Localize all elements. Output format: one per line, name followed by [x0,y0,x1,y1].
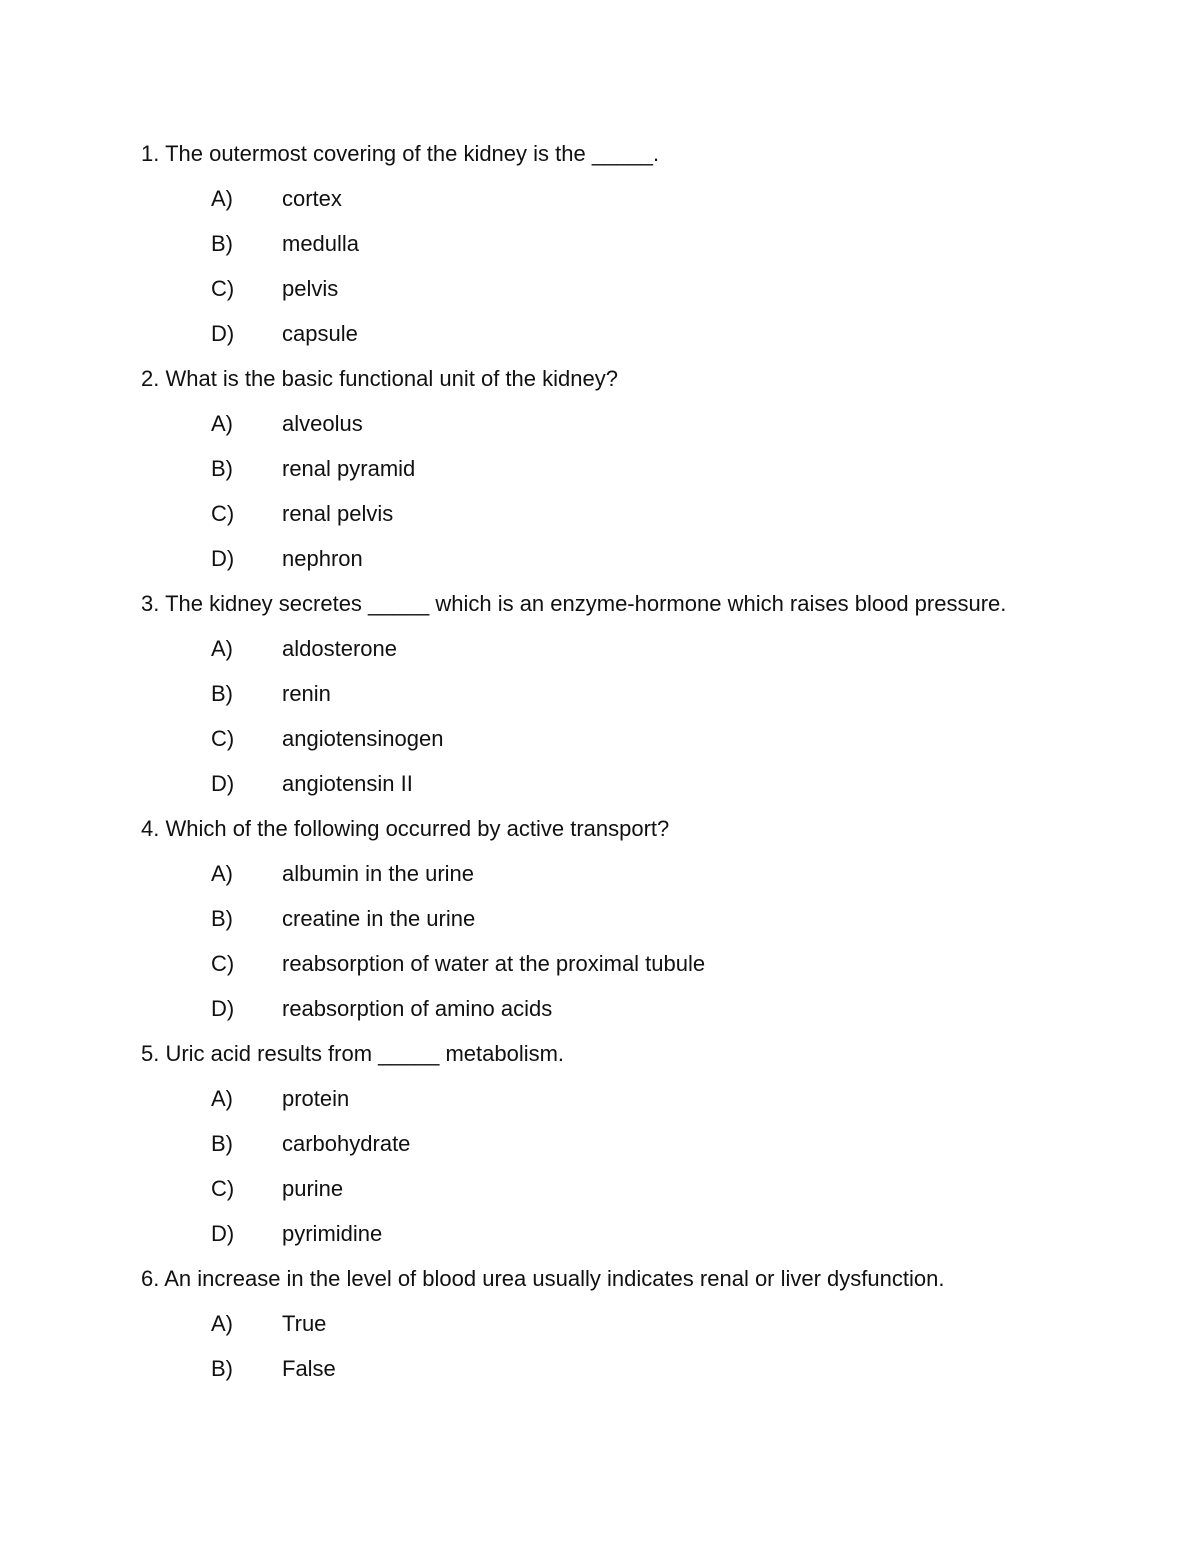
choice-text: pyrimidine [282,1221,383,1246]
choice-d [141,320,1061,348]
choice-a [141,860,1061,888]
choice-text: pelvis [282,276,339,301]
question-3 [141,590,1061,798]
choice-a [141,185,1061,213]
choice-letter: A) [211,411,233,436]
choice-text: albumin in the urine [282,861,475,886]
choice-d [141,995,1061,1023]
question-text: 4. Which of the following occurred by active transport? [141,816,670,841]
choice-text: purine [282,1176,344,1201]
choice-letter: C) [211,276,235,301]
question-2 [141,365,1061,573]
choice-text: angiotensinogen [282,726,444,751]
choice-text: True [282,1311,327,1336]
choice-letter: C) [211,951,235,976]
question-6 [141,1265,1061,1383]
choice-d [141,545,1061,573]
choice-text: reabsorption of water at the proximal tubule [282,951,706,976]
choice-letter: B) [211,906,233,931]
choice-letter: D) [211,321,235,346]
choice-b [141,1130,1061,1158]
choice-text: alveolus [282,411,363,436]
choice-text: renal pyramid [282,456,416,481]
choice-text: nephron [282,546,363,571]
question-text: 2. What is the basic functional unit of the kidney? [141,366,618,391]
choice-letter: A) [211,861,233,886]
choice-letter: C) [211,501,235,526]
choice-text: carbohydrate [282,1131,411,1156]
choice-text: creatine in the urine [282,906,476,931]
question-1 [141,140,1061,348]
choice-c [141,950,1061,978]
question-list [141,140,1061,1400]
choice-b [141,905,1061,933]
choice-b [141,230,1061,258]
question-4 [141,815,1061,1023]
choice-a [141,1310,1061,1338]
choice-letter: D) [211,1221,235,1246]
choice-text: reabsorption of amino acids [282,996,553,1021]
choice-text: protein [282,1086,350,1111]
choice-letter: A) [211,636,233,661]
choice-b [141,455,1061,483]
choice-letter: B) [211,231,233,256]
choice-text: angiotensin II [282,771,413,796]
choice-text: capsule [282,321,358,346]
choice-letter: A) [211,186,233,211]
choice-a [141,410,1061,438]
choice-letter: C) [211,1176,235,1201]
choice-text: aldosterone [282,636,397,661]
choice-text: renin [282,681,331,706]
choice-letter: B) [211,1131,233,1156]
choice-letter: A) [211,1086,233,1111]
choice-c [141,725,1061,753]
choice-text: False [282,1356,336,1381]
choice-letter: C) [211,726,235,751]
choice-letter: B) [211,456,233,481]
choice-letter: D) [211,771,235,796]
choice-b [141,1355,1061,1383]
choice-text: cortex [282,186,342,211]
choice-d [141,1220,1061,1248]
choice-a [141,1085,1061,1113]
choice-c [141,275,1061,303]
choice-a [141,635,1061,663]
choice-text: renal pelvis [282,501,394,526]
choice-letter: D) [211,546,235,571]
choice-text: medulla [282,231,360,256]
choice-c [141,500,1061,528]
question-text: 1. The outermost covering of the kidney is the _____. [141,141,660,166]
choice-c [141,1175,1061,1203]
choice-letter: A) [211,1311,233,1336]
question-text: 3. The kidney secretes _____ which is an enzyme-hormone which raises blood pressure. [141,591,1007,616]
choice-letter: D) [211,996,235,1021]
question-5 [141,1040,1061,1248]
question-text: 6. An increase in the level of blood urea usually indicates renal or liver dysfunction. [141,1266,945,1291]
choice-d [141,770,1061,798]
choice-b [141,680,1061,708]
choice-letter: B) [211,681,233,706]
question-text: 5. Uric acid results from _____ metabolism. [141,1041,565,1066]
choice-letter: B) [211,1356,233,1381]
